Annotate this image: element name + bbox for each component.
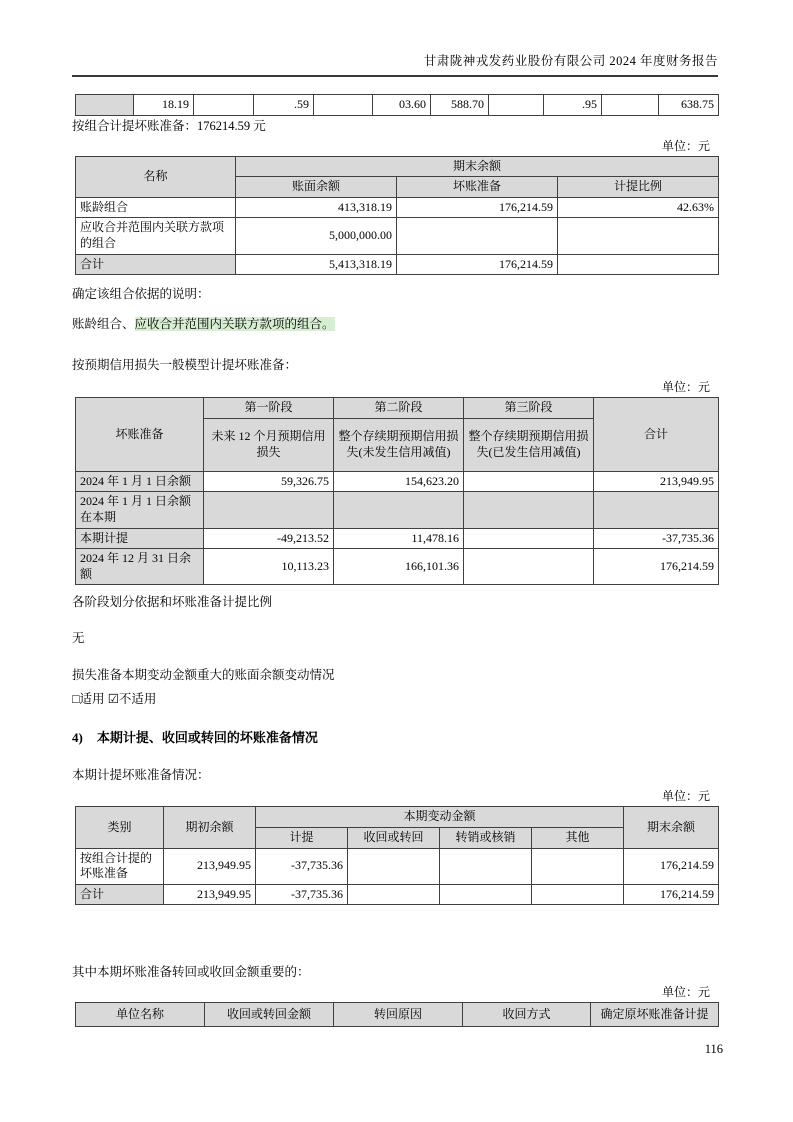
table-cell	[348, 884, 440, 905]
table-header-row	[76, 807, 719, 828]
header-rule	[72, 75, 718, 77]
column-header-unit-name: 单位名称	[76, 1003, 205, 1027]
column-subheader-stage3-ecl: 整个存续期预期信用损失(已发生信用减值)	[464, 418, 594, 471]
table-total-row	[76, 254, 719, 275]
row-label: 账龄组合	[76, 197, 236, 218]
column-group-header-change: 本期变动金额	[256, 807, 624, 828]
basis-explanation-label: 确定该组合依据的说明：	[72, 287, 210, 302]
table-cell	[204, 492, 334, 528]
column-header-provision: 计提	[256, 827, 348, 848]
table-row	[76, 218, 719, 254]
table-cell	[602, 95, 659, 116]
column-header-writeoff: 转销或核销	[440, 827, 532, 848]
table-cell	[558, 218, 719, 254]
unit-label: 单位：元	[661, 985, 710, 1000]
table-cell: 5,000,000.00	[236, 218, 397, 254]
row-label: 2024 年 12 月 31 日余额	[76, 549, 204, 585]
portfolio-provision-note: 按组合计提坏账准备：176214.59 元	[72, 118, 266, 133]
table-cell	[397, 218, 558, 254]
table-cell	[464, 549, 594, 585]
column-header-book-balance: 账面余额	[236, 177, 397, 198]
table-cell	[314, 95, 373, 116]
table-cell: -49,213.52	[204, 528, 334, 549]
table-cell: 154,623.20	[334, 471, 464, 492]
table-header-row	[76, 156, 719, 177]
portfolio-highlighted-text: 应收合并范围内关联方款项的组合。	[134, 317, 335, 332]
column-header-beginning-balance: 期初余额	[164, 807, 256, 848]
unit-label: 单位：元	[661, 789, 710, 804]
portfolio-description	[72, 316, 718, 333]
provision-movement-table	[75, 806, 719, 905]
row-label: 应收合并范围内关联方款项的组合	[76, 218, 236, 254]
table-row	[76, 197, 719, 218]
portfolio-prefix: 账龄组合、	[72, 317, 135, 332]
table-row	[76, 471, 719, 492]
column-header-name: 名称	[76, 156, 236, 197]
table-cell: 213,949.95	[164, 884, 256, 905]
table-cell: 176,214.59	[397, 197, 558, 218]
section-title: 本期计提、收回或转回的坏账准备情况	[96, 730, 318, 746]
table-cell: 176,214.59	[624, 848, 719, 884]
column-group-header-ending-balance: 期末余额	[236, 156, 719, 177]
portfolio-balance-table	[75, 156, 719, 276]
table-cell	[464, 528, 594, 549]
column-subheader-stage1-ecl: 未来 12 个月预期信用损失	[204, 418, 334, 471]
important-recovery-table	[75, 1002, 719, 1027]
table-cell: -37,735.36	[594, 528, 719, 549]
section-number: 4)	[72, 730, 83, 746]
row-label: 本期计提	[76, 528, 204, 549]
ecl-model-label: 按预期信用损失一般模型计提坏账准备：	[72, 358, 298, 373]
table-cell	[440, 848, 532, 884]
checkbox-not-applicable: ☑不适用	[107, 692, 157, 707]
table-cell: 213,949.95	[594, 471, 719, 492]
column-subheader-stage2-ecl: 整个存续期预期信用损失(未发生信用减值)	[334, 418, 464, 471]
column-header-recovery-method: 收回方式	[463, 1003, 591, 1027]
table-cell: -37,735.36	[256, 884, 348, 905]
important-recovery-label: 其中本期坏账准备转回或收回金额重要的：	[72, 965, 310, 980]
table-cell: 03.60	[373, 95, 431, 116]
table-cell: 11,478.16	[334, 528, 464, 549]
applicability-row	[72, 691, 718, 708]
table-header-row	[76, 398, 719, 419]
significant-change-label: 损失准备本期变动金额重大的账面余额变动情况	[72, 668, 335, 683]
table-cell	[440, 884, 532, 905]
table-row	[76, 848, 719, 884]
table-cell: 176,214.59	[397, 254, 558, 275]
table-cell: .59	[254, 95, 314, 116]
table-cell	[194, 95, 254, 116]
table-cell: 176,214.59	[624, 884, 719, 905]
table-cell: 42.63%	[558, 197, 719, 218]
column-header-recovery-amount: 收回或转回金额	[205, 1003, 334, 1027]
table-row	[76, 95, 719, 116]
table-cell: 18.19	[134, 95, 194, 116]
table-cell	[348, 848, 440, 884]
column-header-total: 合计	[594, 398, 719, 472]
table-cell: 5,413,318.19	[236, 254, 397, 275]
table-cell: 588.70	[431, 95, 489, 116]
table-row	[76, 492, 719, 528]
stage-basis-label: 各阶段划分依据和坏账准备计提比例	[72, 595, 273, 610]
table-cell: .95	[544, 95, 602, 116]
column-header-reversal-reason: 转回原因	[334, 1003, 463, 1027]
table-cell	[76, 95, 134, 116]
column-header-stage2: 第二阶段	[334, 398, 464, 419]
column-header-bad-debt-provision: 坏账准备	[397, 177, 558, 198]
column-header-stage3: 第三阶段	[464, 398, 594, 419]
current-provision-label: 本期计提坏账准备情况：	[72, 768, 210, 783]
table-header-row	[76, 1003, 719, 1027]
row-label-total: 合计	[76, 884, 164, 905]
column-header-recovery-reversal: 收回或转回	[348, 827, 440, 848]
table-cell: 176,214.59	[594, 549, 719, 585]
report-header-title: 甘肃陇神戎发药业股份有限公司 2024 年度财务报告	[423, 54, 718, 68]
row-label-total: 合计	[76, 254, 236, 275]
ecl-stage-table	[75, 397, 719, 585]
page-number: 116	[704, 1042, 723, 1056]
table-cell: 166,101.36	[334, 549, 464, 585]
column-header-bad-debt-provision: 坏账准备	[76, 398, 204, 472]
table-cell	[489, 95, 544, 116]
table-row	[76, 549, 719, 585]
table-cell	[532, 884, 624, 905]
carryover-table-fragment	[75, 94, 719, 116]
table-cell	[532, 848, 624, 884]
row-label: 2024 年 1 月 1 日余额在本期	[76, 492, 204, 528]
table-cell	[464, 492, 594, 528]
table-cell: 10,113.23	[204, 549, 334, 585]
table-cell: -37,735.36	[256, 848, 348, 884]
table-total-row	[76, 884, 719, 905]
table-cell	[334, 492, 464, 528]
unit-label: 单位：元	[661, 380, 710, 395]
column-header-original-provision-basis: 确定原坏账准备计提	[591, 1003, 719, 1027]
table-cell: 413,318.19	[236, 197, 397, 218]
section-heading	[72, 729, 718, 746]
table-cell	[558, 254, 719, 275]
table-cell: 638.75	[659, 95, 719, 116]
column-header-stage1: 第一阶段	[204, 398, 334, 419]
column-header-category: 类别	[76, 807, 164, 848]
table-cell: 213,949.95	[164, 848, 256, 884]
table-cell	[594, 492, 719, 528]
unit-label: 单位：元	[661, 138, 710, 153]
table-row	[76, 528, 719, 549]
row-label: 2024 年 1 月 1 日余额	[76, 471, 204, 492]
checkbox-applicable: □适用	[72, 692, 105, 707]
column-header-ending-balance: 期末余额	[624, 807, 719, 848]
column-header-other: 其他	[532, 827, 624, 848]
column-header-provision-ratio: 计提比例	[558, 177, 719, 198]
table-cell: 59,326.75	[204, 471, 334, 492]
row-label: 按组合计提的坏账准备	[76, 848, 164, 884]
none-text: 无	[72, 631, 85, 646]
table-cell	[464, 471, 594, 492]
